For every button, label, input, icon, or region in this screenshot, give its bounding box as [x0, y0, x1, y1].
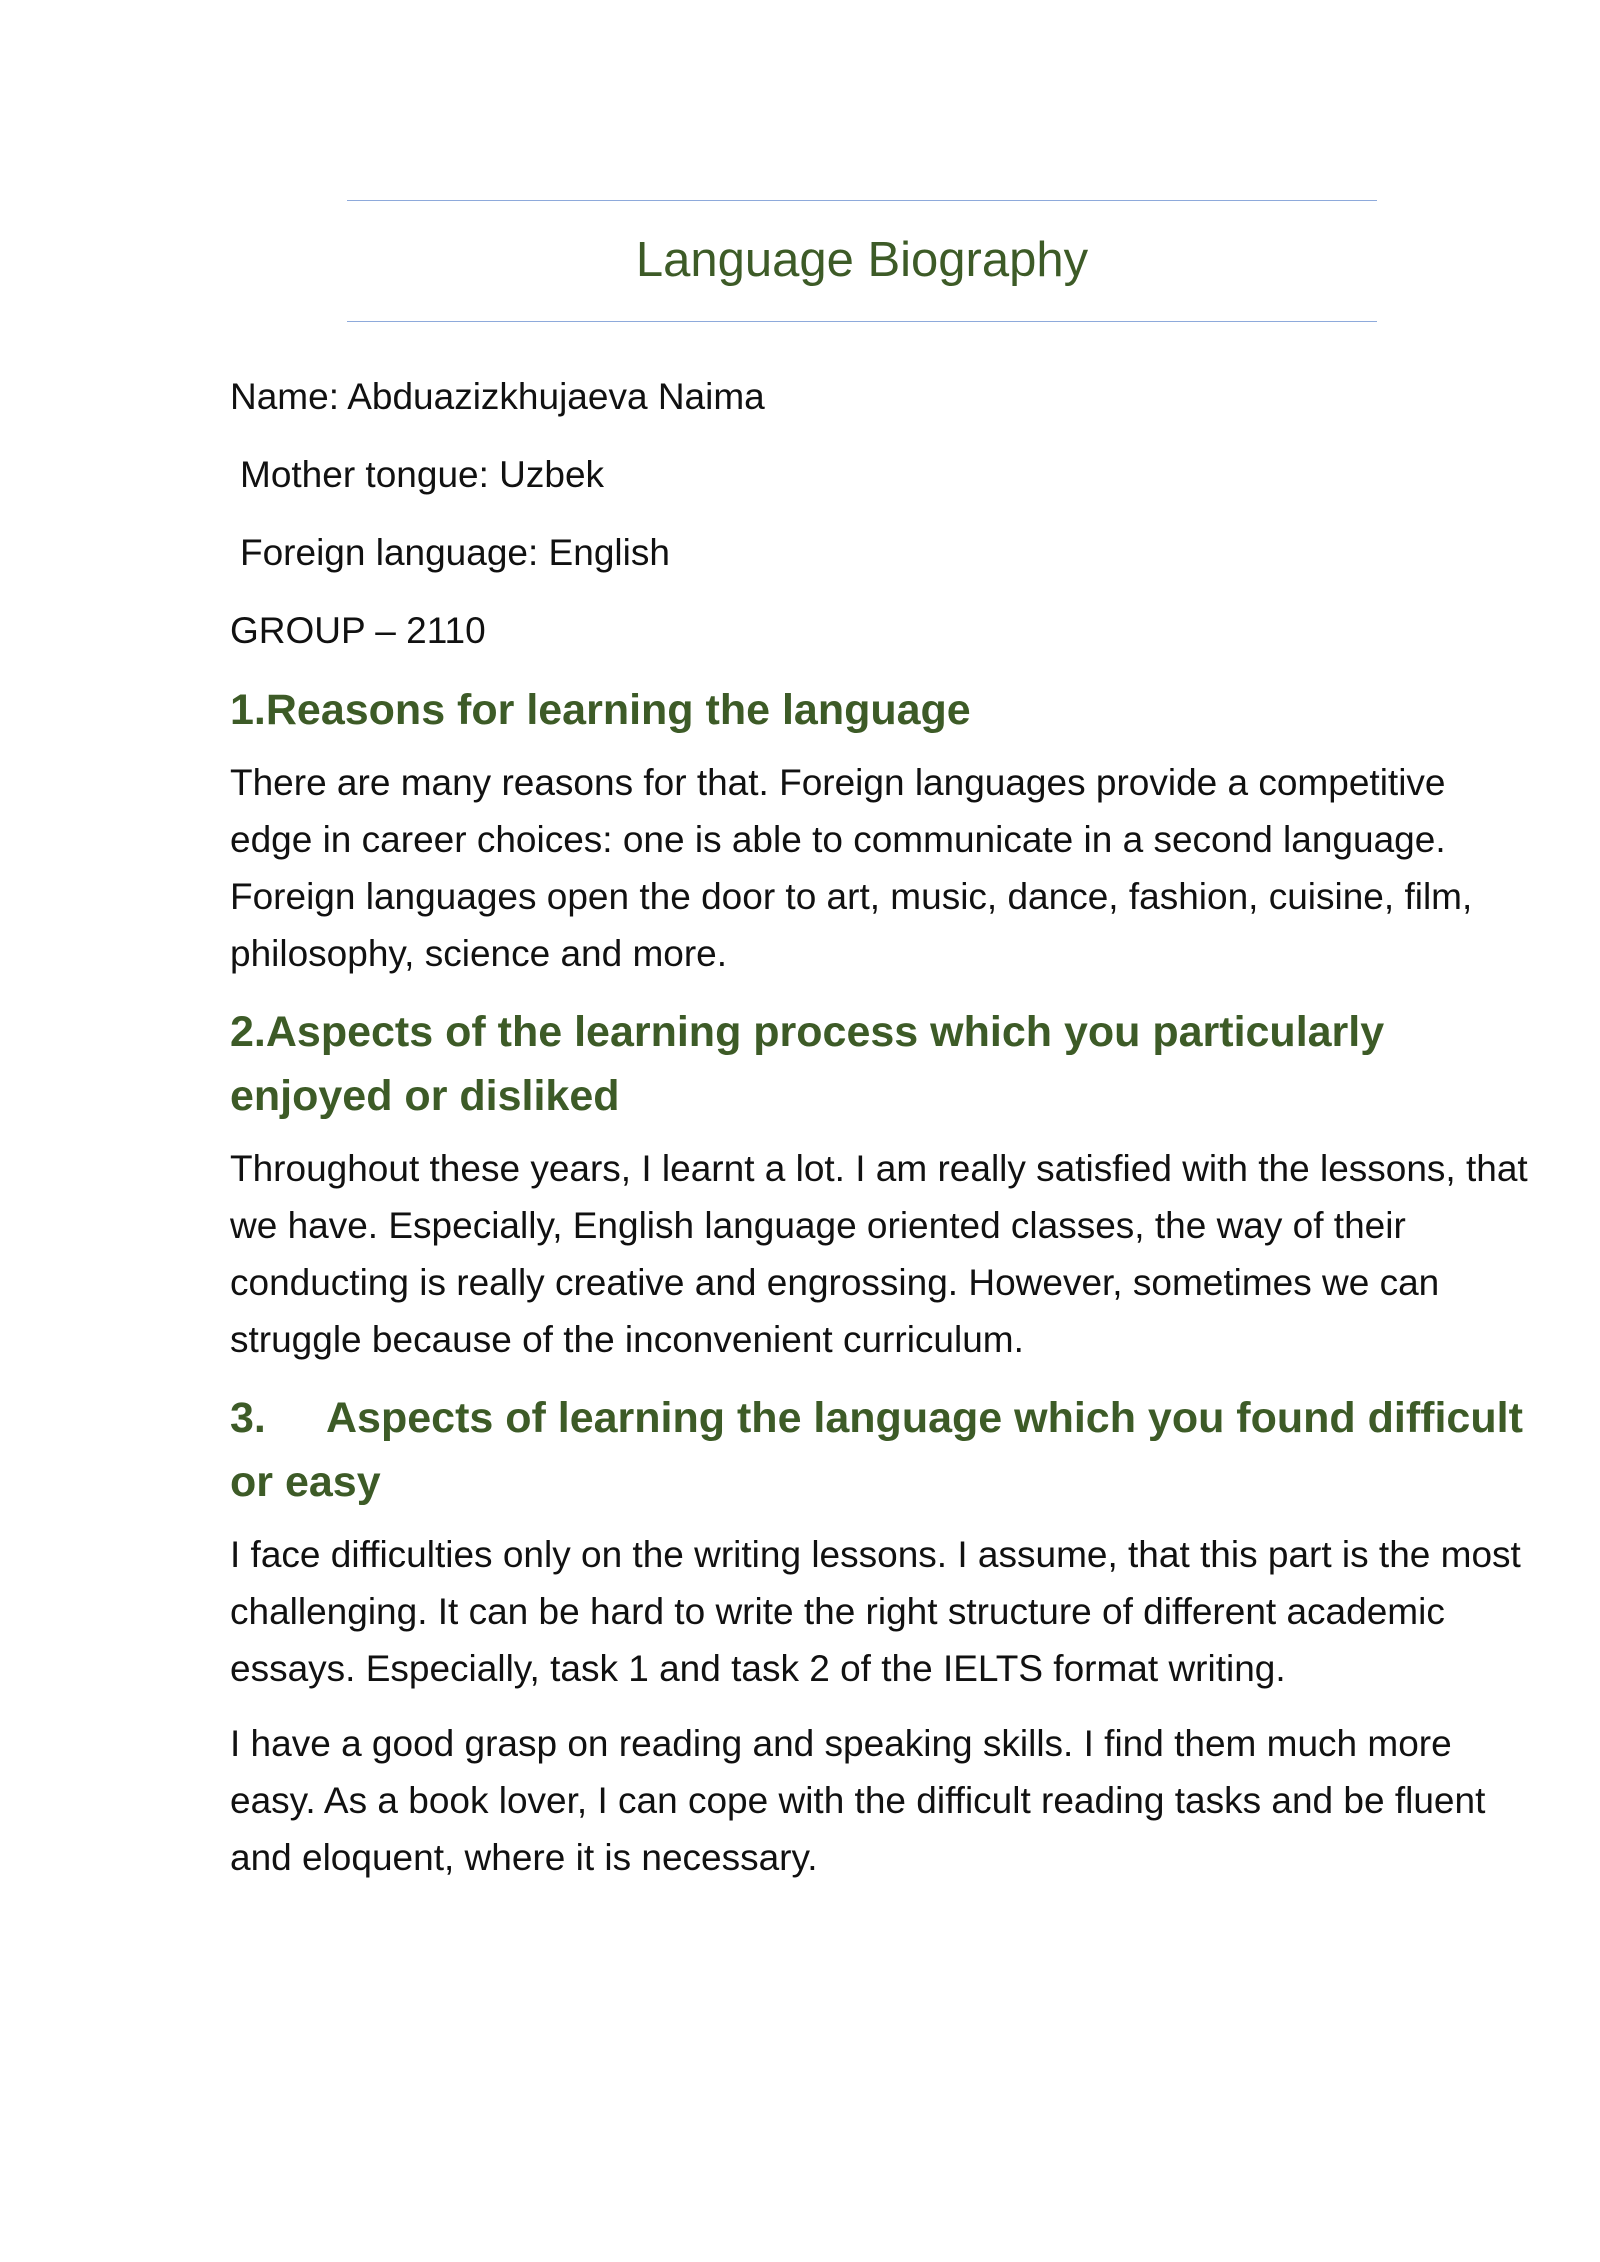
title-block: [347, 200, 1377, 322]
section-3-number: 3.: [230, 1394, 266, 1442]
section-3-paragraph-2: I have a good grasp on reading and speaking skills. I find them much more easy. As a book lover, I can cope with the difficult reading tasks and be fluent and eloquent, where it is necessary.: [230, 1723, 1486, 1878]
section-3-paragraph-1: I face difficulties only on the writing lessons. I assume, that this part is the most challenging. It can be hard to write the right structure of different academic essays. Especially, task 1 and task 2 of the IELTS format writing.: [230, 1534, 1521, 1689]
mother-tongue-line: Mother tongue: Uzbek: [240, 454, 605, 495]
section-3-heading: [230, 1386, 1530, 1514]
section-2-paragraph: Throughout these years, I learnt a lot. I am really satisfied with the lessons, that we have. Especially, English language oriented classes, the way of their conducting is really creative and engrossing. However, sometimes we can struggle because of the inconvenient curriculum.: [230, 1148, 1528, 1360]
group-line: GROUP – 2110: [230, 610, 486, 651]
title-top-rule: [347, 200, 1377, 201]
section-1-heading: 1.Reasons for learning the language: [230, 686, 971, 734]
section-1-paragraph: There are many reasons for that. Foreign languages provide a competitive edge in career choices: one is able to communicate in a second language. Foreign languages open the door to art, music, dance, fashion, cuisine, film, philosophy, science and more.: [230, 762, 1473, 974]
section-2-heading: 2.Aspects of the learning process which you particularly enjoyed or disliked: [230, 1008, 1385, 1120]
title-bottom-rule: [347, 321, 1377, 322]
foreign-language-line: Foreign language: English: [240, 532, 670, 573]
section-3-heading-text: Aspects of learning the language which you found difficult or easy: [230, 1394, 1523, 1506]
document-body: [230, 370, 1530, 1904]
name-line: Name: Abduazizkhujaeva Naima: [230, 376, 765, 417]
document-title: Language Biography: [635, 233, 1089, 287]
